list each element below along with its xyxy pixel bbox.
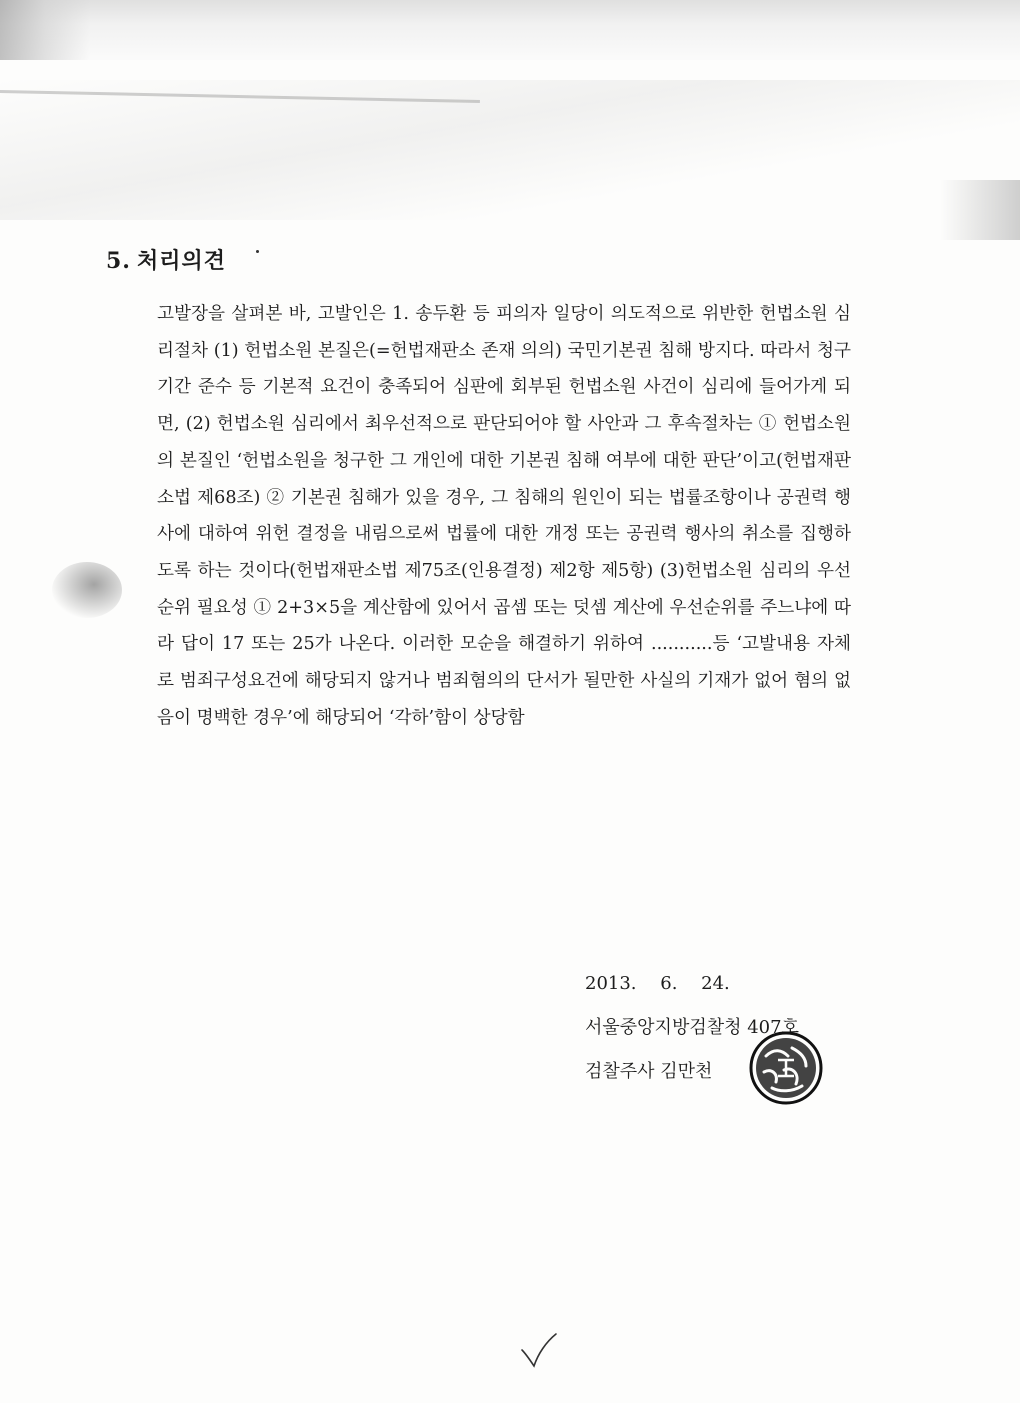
signature-date: 2013. 6. 24. [585,973,730,994]
opinion-paragraph: 고발장을 살펴본 바, 고발인은 1. 송두환 등 피의자 일당이 의도적으로 위반한 헌법소원 심리절차 (1) 헌법소원 본질은(=헌법재판소 존재 의의) 국민기본권 침해 방지다. 따라서 청구기간 준수 등 기본적 요건이 충족되어 심판에 회부된 헌법소원 사건이 심리에 들어가게 되면, (2) 헌법소원 심리에서 최우선적으로 판단되어야 할 사안과 그 후속절차는 ① 헌법소원의 본질인 ‘헌법소원을 청구한 그 개인에 대한 기본권 침해 여부에 대한 판단’이고(헌법재판소법 제68조) ② 기본권 침해가 있을 경우, 그 침해의 원인이 되는 법률조항이나 공권력 행사에 대하여 위헌 결정을 내림으로써 법률에 대한 개정 또는 공권력 행사의 취소를 집행하도록 하는 것이다(헌법재판소법 제75조(인용결정) 제2항 제5항) (3)헌법소원 심리의 우선순위 필요성 ① 2+3×5을 계산함에 있어서 곱셈 또는 덧셈 계산에 우선순위를 주느냐에 따라 답이 17 또는 25가 나온다. 이러한 모순을 해결하기 위하여 ...........등 ‘고발내용 자체로 범죄구성요건에 해당되지 않거나 범죄혐의의 단서가 될만한 사실의 기재가 없어 혐의 없음이 명백한 경우’에 해당되어 ‘각하’함이 상당함 [157,304,851,728]
scan-artifact-right-edge [940,180,1020,240]
signature-office: 서울중앙지방검찰청 407호 [585,1017,799,1038]
stray-dot [256,250,259,253]
section-number: 5. [106,248,131,274]
binding-hole-mark [52,562,122,618]
scan-artifact-corner [0,0,90,60]
scan-artifact-shadow [0,80,1020,220]
scan-artifact-top [0,0,1020,60]
handwritten-check-mark [518,1330,558,1370]
official-seal-stamp [748,1030,824,1106]
signature-official: 검찰주사 김만천 [585,1061,713,1082]
section-heading [106,244,226,275]
section-title-text: 처리의견 [136,248,226,274]
